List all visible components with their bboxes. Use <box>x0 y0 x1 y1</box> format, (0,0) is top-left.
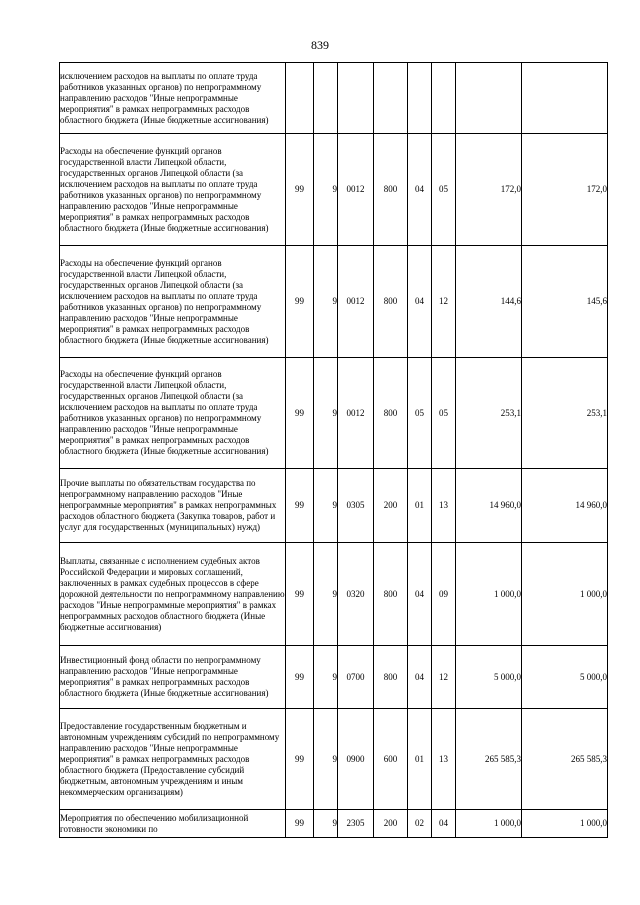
code-expense-type <box>374 63 408 134</box>
amount-second: 172,0 <box>522 134 608 246</box>
row-description: Предоставление государственным бюджетным и автономным учреждениям субсидий по непрограммному направлению расходов "Иные непрограммные мероприятия" в рамках непрограммных расходов областного бюджета (Предоставление субсидий бюджетным, автономным учреждениям и иным некоммерческим организациям) <box>60 709 286 810</box>
code-expense-type: 800 <box>374 646 408 709</box>
row-description: Выплаты, связанные с исполнением судебных актов Российской Федерации и мировых соглашений, заключенных в рамках судебных процессов в сфере дорожной деятельности по непрограммному направлению расходов "Иные непрограммные мероприятия" в рамках непрограммных расходов областного бюджета (Иные бюджетные ассигнования) <box>60 543 286 646</box>
row-description: Прочие выплаты по обязательствам государства по непрограммному направлению расходов "Иные непрограммные мероприятия" в рамках непрограммных расходов областного бюджета (Закупка товаров, работ и услуг для государственных (муниципальных) нужд) <box>60 469 286 543</box>
code-section: 02 <box>408 810 432 838</box>
code-subsection: 12 <box>432 646 456 709</box>
code-section: 05 <box>408 358 432 469</box>
code-subprogram: 9 <box>314 543 338 646</box>
table-row <box>60 646 608 709</box>
amount-second: 5 000,0 <box>522 646 608 709</box>
table-row <box>60 246 608 358</box>
code-program: 99 <box>286 246 314 358</box>
code-program <box>286 63 314 134</box>
row-description: Инвестиционный фонд области по непрограммному направлению расходов "Иные непрограммные мероприятия" в рамках непрограммных расходов областного бюджета (Иные бюджетные ассигнования) <box>60 646 286 709</box>
code-subprogram: 9 <box>314 810 338 838</box>
code-expense-type: 800 <box>374 543 408 646</box>
code-program: 99 <box>286 543 314 646</box>
code-direction: 0012 <box>338 358 374 469</box>
code-program: 99 <box>286 134 314 246</box>
table-row <box>60 358 608 469</box>
code-section: 04 <box>408 134 432 246</box>
code-direction: 2305 <box>338 810 374 838</box>
code-direction: 0012 <box>338 246 374 358</box>
amount-first: 265 585,3 <box>456 709 522 810</box>
budget-table <box>59 62 608 838</box>
code-subsection <box>432 63 456 134</box>
code-subprogram: 9 <box>314 709 338 810</box>
amount-first <box>456 63 522 134</box>
code-program: 99 <box>286 646 314 709</box>
amount-second: 1 000,0 <box>522 543 608 646</box>
code-subprogram: 9 <box>314 469 338 543</box>
code-program: 99 <box>286 810 314 838</box>
code-subprogram: 9 <box>314 246 338 358</box>
amount-first: 1 000,0 <box>456 810 522 838</box>
amount-first: 14 960,0 <box>456 469 522 543</box>
code-expense-type: 800 <box>374 246 408 358</box>
table-row <box>60 709 608 810</box>
table-row <box>60 543 608 646</box>
code-direction: 0305 <box>338 469 374 543</box>
code-subsection: 05 <box>432 358 456 469</box>
amount-second <box>522 63 608 134</box>
table-row <box>60 63 608 134</box>
amount-first: 144,6 <box>456 246 522 358</box>
code-expense-type: 600 <box>374 709 408 810</box>
table-row <box>60 469 608 543</box>
row-description: исключением расходов на выплаты по оплате труда работников указанных органов) по непрограммному направлению расходов "Иные непрограммные мероприятия" в рамках непрограммных расходов областного бюджета (Иные бюджетные ассигнования) <box>60 63 286 134</box>
code-program: 99 <box>286 709 314 810</box>
code-expense-type: 800 <box>374 134 408 246</box>
code-program: 99 <box>286 469 314 543</box>
code-program: 99 <box>286 358 314 469</box>
code-direction: 0900 <box>338 709 374 810</box>
code-direction <box>338 63 374 134</box>
code-expense-type: 800 <box>374 358 408 469</box>
code-section: 04 <box>408 646 432 709</box>
row-description: Расходы на обеспечение функций органов государственной власти Липецкой области, государственных органов Липецкой области (за исключением расходов на выплаты по оплате труда работников указанных органов) по непрограммному направлению расходов "Иные непрограммные мероприятия" в рамках непрограммных расходов областного бюджета (Иные бюджетные ассигнования) <box>60 246 286 358</box>
row-description: Мероприятия по обеспечению мобилизационной готовности экономики по <box>60 810 286 838</box>
row-description: Расходы на обеспечение функций органов государственной власти Липецкой области, государственных органов Липецкой области (за исключением расходов на выплаты по оплате труда работников указанных органов) по непрограммному направлению расходов "Иные непрограммные мероприятия" в рамках непрограммных расходов областного бюджета (Иные бюджетные ассигнования) <box>60 134 286 246</box>
amount-second: 145,6 <box>522 246 608 358</box>
amount-first: 172,0 <box>456 134 522 246</box>
code-subprogram: 9 <box>314 646 338 709</box>
amount-second: 265 585,3 <box>522 709 608 810</box>
table-row <box>60 134 608 246</box>
code-section: 01 <box>408 469 432 543</box>
amount-first: 1 000,0 <box>456 543 522 646</box>
amount-first: 5 000,0 <box>456 646 522 709</box>
code-expense-type: 200 <box>374 469 408 543</box>
row-description: Расходы на обеспечение функций органов государственной власти Липецкой области, государственных органов Липецкой области (за исключением расходов на выплаты по оплате труда работников указанных органов) по непрограммному направлению расходов "Иные непрограммные мероприятия" в рамках непрограммных расходов областного бюджета (Иные бюджетные ассигнования) <box>60 358 286 469</box>
code-expense-type: 200 <box>374 810 408 838</box>
code-section <box>408 63 432 134</box>
code-subsection: 12 <box>432 246 456 358</box>
code-section: 01 <box>408 709 432 810</box>
code-subsection: 04 <box>432 810 456 838</box>
code-subprogram: 9 <box>314 134 338 246</box>
amount-second: 253,1 <box>522 358 608 469</box>
code-subsection: 13 <box>432 469 456 543</box>
code-subsection: 09 <box>432 543 456 646</box>
amount-second: 14 960,0 <box>522 469 608 543</box>
code-direction: 0700 <box>338 646 374 709</box>
table-row <box>60 810 608 838</box>
code-subsection: 05 <box>432 134 456 246</box>
amount-first: 253,1 <box>456 358 522 469</box>
code-section: 04 <box>408 543 432 646</box>
page-number: 839 <box>311 38 329 52</box>
code-subsection: 13 <box>432 709 456 810</box>
code-direction: 0320 <box>338 543 374 646</box>
code-section: 04 <box>408 246 432 358</box>
amount-second: 1 000,0 <box>522 810 608 838</box>
code-subprogram: 9 <box>314 358 338 469</box>
code-subprogram <box>314 63 338 134</box>
budget-table-body <box>60 63 608 838</box>
code-direction: 0012 <box>338 134 374 246</box>
